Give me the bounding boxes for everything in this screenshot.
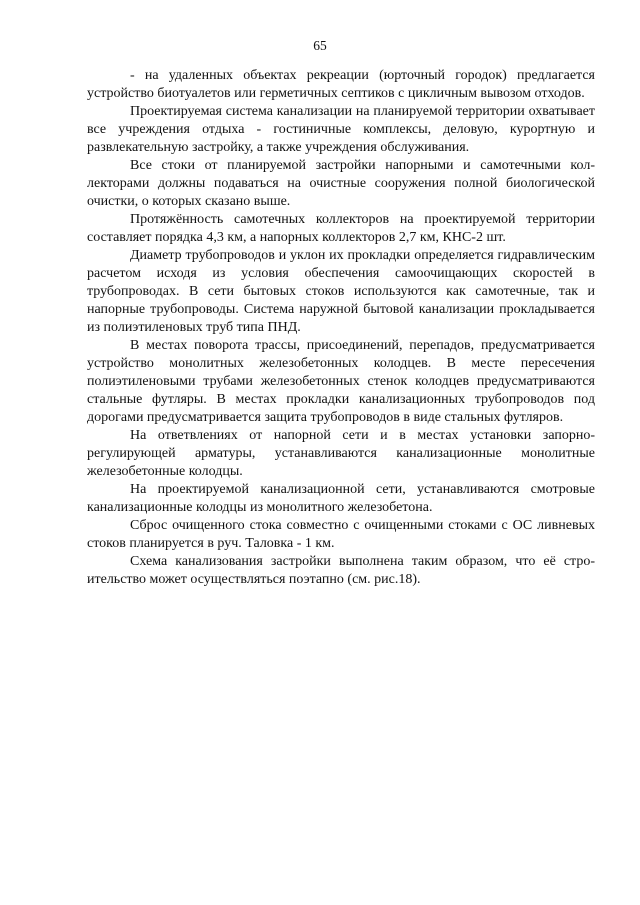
paragraph-pipe-diameter: Диаметр трубопроводов и уклон их прокладки определяется гидравлическим расчетом исходя из условия обеспечения самоочищающих скоростей в трубопроводах. В сети бытовых стоков используются как самотечные, так и напорные трубопроводы. Система наружной бытовой канализации прокладывается из полиэтиленовых труб типа ПНД. — [87, 248, 595, 335]
paragraph-remote-facilities: - на удаленных объектах рекреации (юрточный городок) предлагается устройство биотуалетов или герметичных септиков с цикличным вывозом отходов. — [87, 68, 595, 101]
paragraph-phased-construction: Схема канализования застройки выполнена таким образом, что её строительство может осуществляться поэтапно (см. рис.18). — [87, 554, 595, 587]
paragraph-effluent-treatment: Все стоки от планируемой застройки напорными и самотечными коллекторами должны подаваться на очистные сооружения полной биологической очистки, о которых сказано выше. — [87, 158, 595, 209]
paragraph-discharge: Сброс очищенного стока совместно с очищенными стоками с ОС ливневых стоков планируется в руч. Таловка - 1 км. — [87, 518, 595, 551]
page-number: 65 — [313, 38, 327, 53]
paragraph-collector-length: Протяжённость самотечных коллекторов на проектируемой территории составляет порядка 4,3 км, а напорных коллекторов 2,7 км, КНС-2 шт. — [87, 212, 595, 245]
document-body — [87, 67, 595, 589]
paragraph-manholes-and-casings: В местах поворота трассы, присоединений, перепадов, предусматривается устройство монолитных железобетонных колодцев. В месте пересечения полиэтиленовыми трубами железобетонных стенок колодцев предусматриваются стальные футляры. В местах прокладки канализационных трубопроводов под дорогами предусматривается защита трубопроводов в виде стальных футляров. — [87, 338, 595, 425]
paragraph-sewer-system-coverage: Проектируемая система канализации на планируемой территории охватывает все учреждения отдыха - гостиничные комплексы, деловую, курортную и развлекательную застройку, а также учреждения обслуживания. — [87, 104, 595, 155]
paragraph-branch-wells: На ответвлениях от напорной сети и в местах установки запорно-регулирующей арматуры, устанавливаются канализационные монолитные железобетонные колодцы. — [87, 428, 595, 479]
paragraph-inspection-wells: На проектируемой канализационной сети, устанавливаются смотровые канализационные колодцы из монолитного железобетона. — [87, 482, 595, 515]
